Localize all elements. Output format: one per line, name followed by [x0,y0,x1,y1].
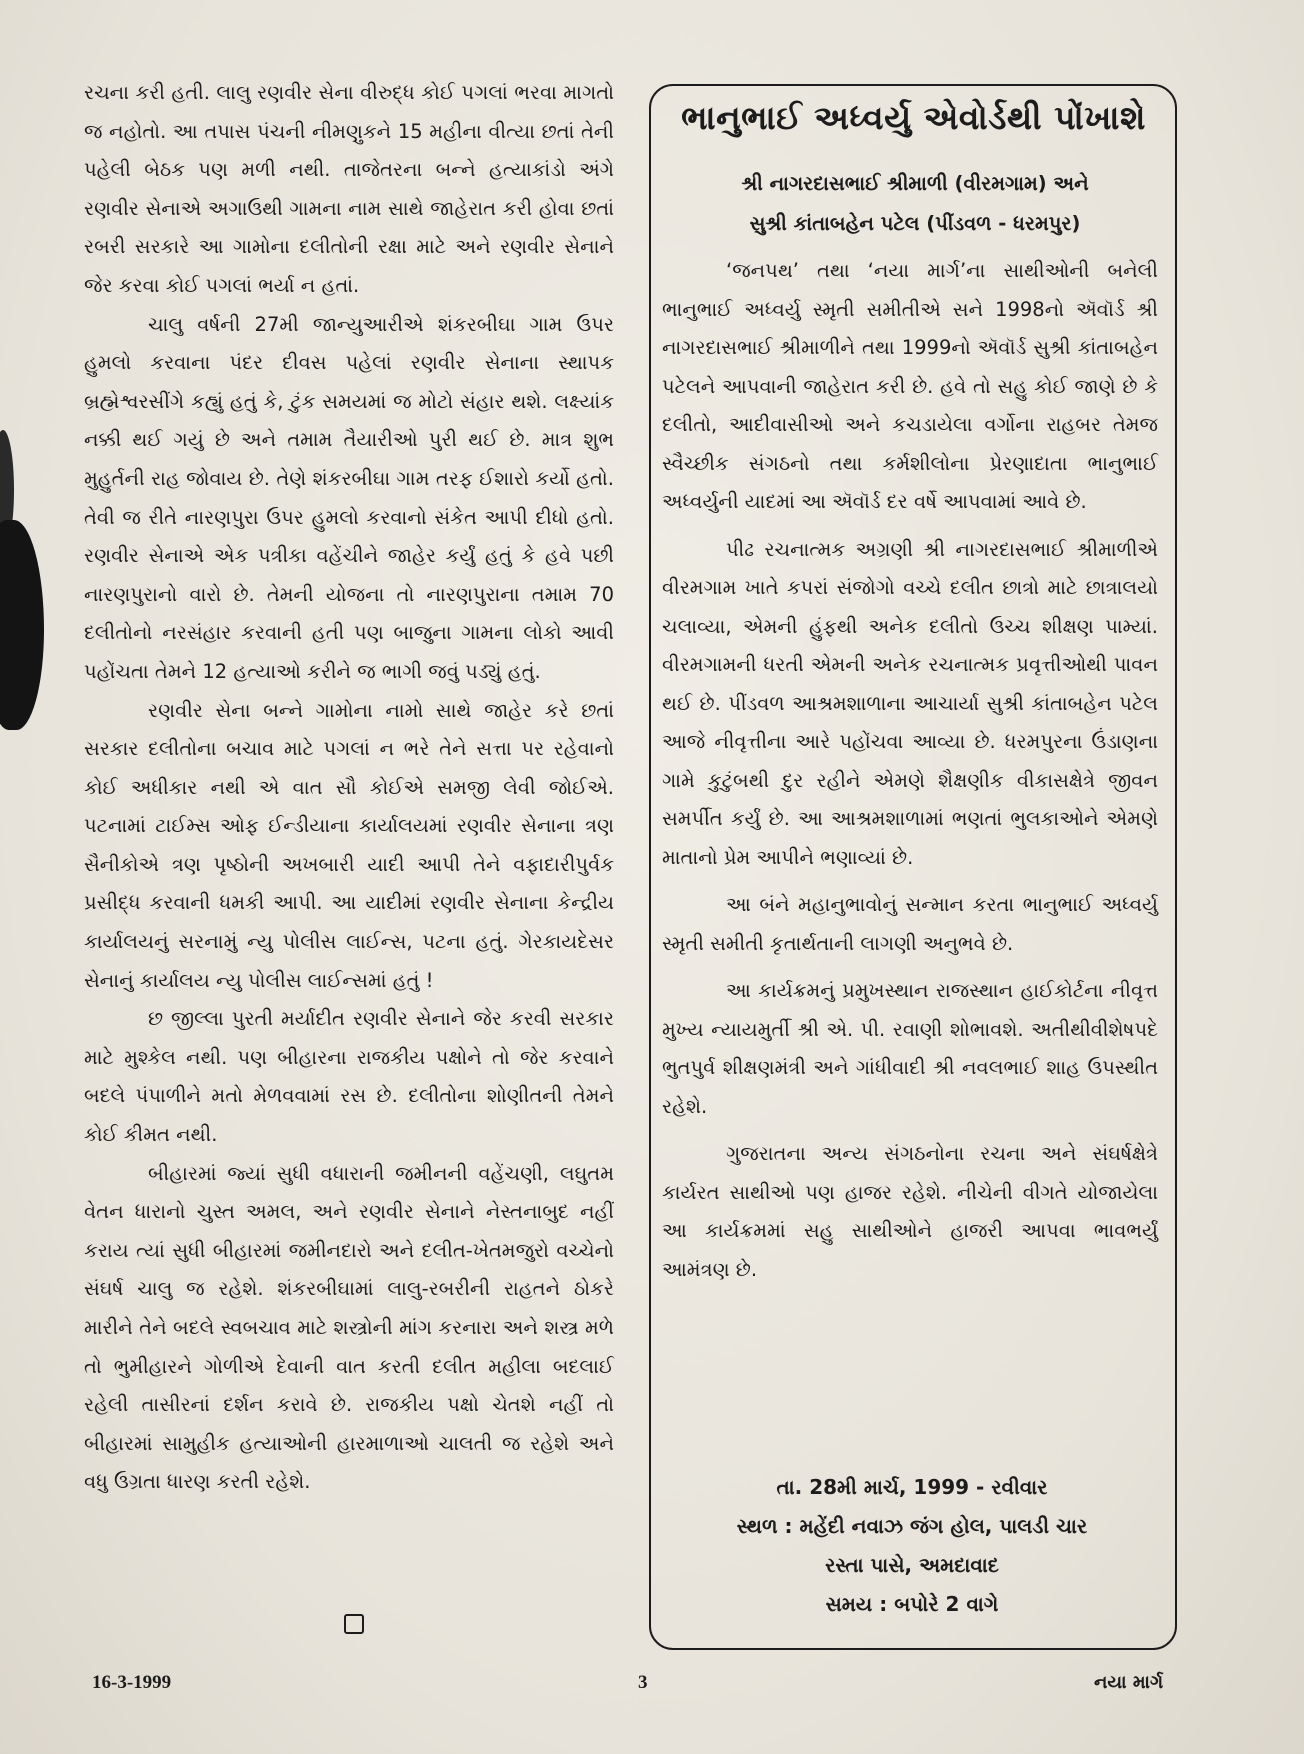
article-paragraph: ચાલુ વર્ષની 27મી જાન્યુઆરીએ શંકરબીઘા ગામ ઉપર હુમલો કરવાના પંદર દીવસ પહેલાં રણવીર સેનાના સ્થાપક બ્રહ્મેશ્વરસીંગે કહ્યું હતું કે, ટુંક સમયમાં જ મોટો સંહાર થશે. લક્ષ્યાંક નક્કી થઈ ગયું છે અને તમામ તૈયારીઓ પુરી થઈ છે. માત્ર શુભ મુહુર્તની રાહ જોવાય છે. તેણે શંકરબીઘા ગામ તરફ ઈશારો કર્યો હતો. તેવી જ રીતે નારણપુરા ઉપર હુમલો કરવાનો સંકેત આપી દીધો હતો. રણવીર સેનાએ એક પત્રીકા વહેંચીને જાહેર કર્યું હતું કે હવે પછી નારણપુરાનો વારો છે. તેમની યોજના તો નારણપુરાના તમામ 70 દલીતોનો નરસંહાર કરવાની હતી પણ બાજુના ગામના લોકો આવી પહોંચતા તેમને 12 હત્યાઓ કરીને જ ભાગી જવું પડ્યું હતું. [84,312,614,683]
event-date: તા. 28મી માર્ચ, 1999 - રવીવાર [776,1475,1048,1499]
notice-paragraph: ‘જનપથ’ તથા ‘નયા માર્ગ’ના સાથીઓની બનેલી ભાનુભાઈ અધ્વર્યુ સ્મૃતી સમીતીએ સને 1998નો ઍવૉર્ડ શ્રી નાગરદાસભાઈ શ્રીમાળીને તથા 1999નો ઍવૉર્ડ સુશ્રી કાંતાબહેન પટેલને આપવાની જાહેરાત કરી છે. હવે તો સહુ કોઈ જાણે છે કે દલીતો, આદીવાસીઓ અને કચડાયેલા વર્ગોના રાહબર તેમજ સ્વૈચ્છીક સંગઠનો તથા કર્મશીલોના પ્રેરણાદાતા ભાનુભાઈ અધ્વર્યુની યાદમાં આ ઍવૉર્ડ દર વર્ષે આપવામાં આવે છે. [662,259,1158,513]
article-paragraph: છ જીલ્લા પુરતી મર્યાદીત રણવીર સેનાને જેર કરવી સરકાર માટે મુશ્કેલ નથી. પણ બીહારના રાજકીય પક્ષોને તો જેર કરવાને બદલે પંપાળીને મતો મેળવવામાં રસ છે. દલીતોના શોણીતની તેમને કોઈ કીમત નથી. [84,1007,614,1147]
publication-name: નયા માર્ગ [1094,1672,1164,1693]
subtitle-line: શ્રી નાગરદાસભાઈ શ્રીમાળી (વીરમગામ) અને [741,172,1089,195]
page-number: 3 [638,1672,648,1693]
event-details [662,1468,1162,1624]
notice-paragraph: ગુજરાતના અન્ય સંગઠનોના રચના અને સંઘર્ષક્ષેત્રે કાર્યરત સાથીઓ પણ હાજર રહેશે. નીચેની વીગતે યોજાયેલા આ કાર્યક્રમમાં સહુ સાથીઓને હાજરી આપવા ભાવભર્યું આમંત્રણ છે. [662,1142,1158,1281]
left-article-column [84,74,614,1502]
notice-paragraph: આ કાર્યક્રમનું પ્રમુખસ્થાન રાજસ્થાન હાઈકોર્ટના નીવૃત્ત મુખ્ય ન્યાયમુર્તી શ્રી એ. પી. રવાણી શોભાવશે. અતીથીવીશેષપદે ભુતપુર્વ શીક્ષણમંત્રી અને ગાંધીવાદી શ્રી નવલભાઈ શાહ ઉપસ્થીત રહેશે. [662,979,1158,1118]
notice-subtitle [660,164,1170,244]
notice-paragraph: આ બંને મહાનુભાવોનું સન્માન કરતા ભાનુભાઈ અધ્વર્યુ સ્મૃતી સમીતી કૃતાર્થતાની લાગણી અનુભવે છે. [662,893,1158,955]
article-end-mark [344,1614,364,1634]
event-place: રસ્તા પાસે, અમદાવાદ [825,1553,999,1577]
footer-date: 16-3-1999 [92,1672,172,1693]
paper-damage [0,520,44,730]
article-paragraph: બીહારમાં જ્યાં સુધી વધારાની જમીનની વહેંચણી, લઘુતમ વેતન ધારાનો ચુસ્ત અમલ, અને રણવીર સેનાને નેસ્તનાબુદ નહીં કરાય ત્યાં સુધી બીહારમાં જમીનદારો અને દલીત-ખેતમજુરો વચ્ચેનો સંઘર્ષ ચાલુ જ રહેશે. શંકરબીઘામાં લાલુ-રબરીની રાહતને ઠોકરે મારીને તેને બદલે સ્વબચાવ માટે શસ્ત્રોની માંગ કરનારા અને શસ્ત્ર મળે તો ભુમીહારને ગોળીએ દેવાની વાત કરતી દલીત મહીલા બદલાઈ રહેલી તાસીરનાં દર્શન કરાવે છે. રાજકીય પક્ષો ચેતશે નહીં તો બીહારમાં સામુહીક હત્યાઓની હારમાળાઓ ચાલતી જ રહેશે અને વધુ ઉગ્રતા ધારણ કરતી રહેશે. [84,1161,614,1494]
subtitle-line: સુશ્રી કાંતાબહેન પટેલ (પીંડવળ - ધરમપુર) [749,212,1081,235]
notice-body [662,252,1158,1298]
notice-title: ભાનુભાઈ અધ્વર્યુ એવોર્ડથી પોંખાશે [681,98,1146,137]
notice-paragraph: પીઢ રચનાત્મક અગ્રણી શ્રી નાગરદાસભાઈ શ્રીમાળીએ વીરમગામ ખાતે કપરાં સંજોગો વચ્ચે દલીત છાત્રો માટે છાત્રાલયો ચલાવ્યા, એમની હુંફથી અનેક દલીતો ઉચ્ચ શીક્ષણ પામ્યાં. વીરમગામની ધરતી એમની અનેક રચનાત્મક પ્રવૃત્તીઓથી પાવન થઈ છે. પીંડવળ આશ્રમશાળાના આચાર્યા સુશ્રી કાંતાબહેન પટેલ આજે નીવૃત્તીના આરે પહોંચવા આવ્યા છે. ધરમપુરના ઉંડાણના ગામે કુટુંબથી દુર રહીને એમણે શૈક્ષણીક વીકાસક્ષેત્રે જીવન સમર્પીત કર્યું છે. આ આશ્રમશાળામાં ભણતાં ભુલકાઓને એમણે માતાનો પ્રેમ આપીને ભણાવ્યાં છે. [662,537,1158,869]
event-time: સમય : બપોરે 2 વાગે [825,1592,999,1616]
article-paragraph: રણવીર સેના બન્ને ગામોના નામો સાથે જાહેર કરે છતાં સરકાર દલીતોના બચાવ માટે પગલાં ન ભરે તેને સત્તા પર રહેવાનો કોઈ અધીકાર નથી એ વાત સૌ કોઈએ સમજી લેવી જોઈએ. પટનામાં ટાઈમ્સ ઓફ ઈન્ડીયાના કાર્યાલયમાં રણવીર સેનાના ત્રણ સૈનીકોએ ત્રણ પૃષ્ઠોની અખબારી યાદી આપી તેને વફાદારીપુર્વક પ્રસીદ્ધ કરવાની ધમકી આપી. આ યાદીમાં રણવીર સેનાના કેન્દ્રીય કાર્યાલયનું સરનામું ન્યુ પોલીસ લાઈન્સ, પટના હતું. ગેરકાયદેસર સેનાનું કાર્યાલય ન્યુ પોલીસ લાઈન્સમાં હતું ! [84,698,614,992]
event-place: સ્થળ : મહેંદી નવાઝ જંગ હોલ, પાલડી ચાર [736,1514,1088,1538]
article-paragraph: રચના કરી હતી. લાલુ રણવીર સેના વીરુદ્ધ કોઈ પગલાં ભરવા માગતો જ નહોતો. આ તપાસ પંચની નીમણુકને 15 મહીના વીત્યા છતાં તેની પહેલી બેઠક પણ મળી નથી. તાજેતરના બન્ને હત્યાકાંડો અંગે રણવીર સેનાએ અગાઉથી ગામના નામ સાથે જાહેરાત કરી હોવા છતાં રબરી સરકારે આ ગામોના દલીતોની રક્ષા માટે અને રણવીર સેનાને જેર કરવા કોઈ પગલાં ભર્યા ન હતાં. [84,81,614,297]
